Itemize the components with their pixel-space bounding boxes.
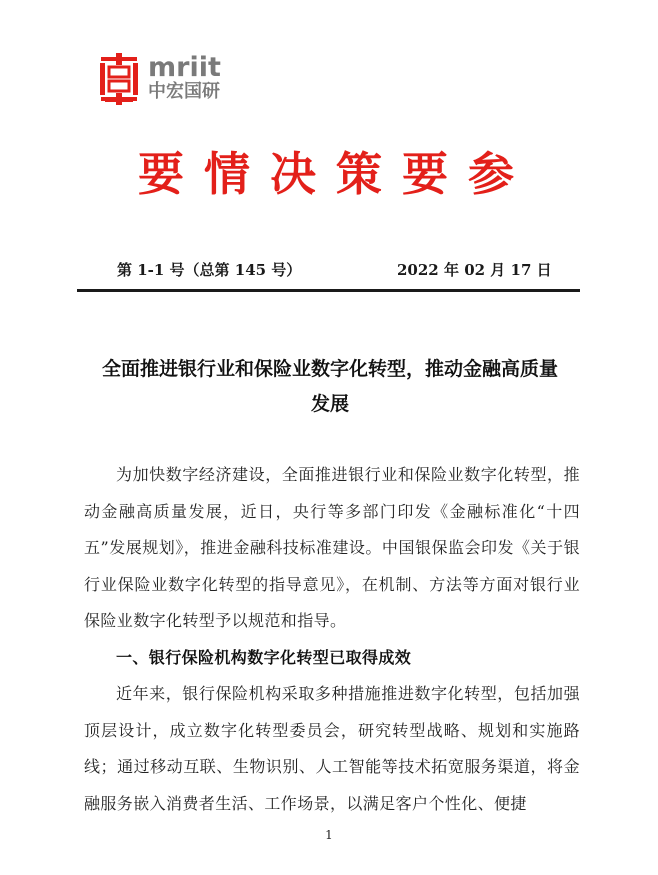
- article-title: [80, 352, 580, 422]
- issue-info: [117, 258, 580, 282]
- masthead-title: 要情决策要参: [138, 147, 534, 201]
- issue-number: 第 1-1 号（总第 145 号）: [117, 261, 302, 279]
- header-divider: [77, 289, 580, 292]
- article-title-line2: 发展: [310, 393, 349, 415]
- logo-brand-cn: 中宏国研: [148, 81, 220, 102]
- article-title-line1: 全面推进银行业和保险业数字化转型，推动金融高质量: [101, 358, 558, 380]
- brand-logo: [97, 53, 221, 105]
- section-heading-1: 一、银行保险机构数字化转型已取得成效: [116, 647, 412, 667]
- logo-text: [148, 52, 221, 103]
- mriit-logo-icon: [97, 53, 141, 105]
- article-body: [84, 457, 580, 822]
- page-number: 1: [325, 828, 333, 842]
- paragraph-intro: 为加快数字经济建设，全面推进银行业和保险业数字化转型，推动金融高质量发展，近日，央行等多部门印发《金融标准化“十四五”发展规划》，推进金融科技标准建设。中国银保监会印发《关于银行业保险业数字化转型的指导意见》，在机制、方法等方面对银行业保险业数字化转型予以规范和指导。: [84, 465, 580, 630]
- paragraph-section1: 近年来，银行保险机构采取多种措施推进数字化转型，包括加强顶层设计，成立数字化转型委员会，研究转型战略、规划和实施路线；通过移动互联、生物识别、人工智能等技术拓宽服务渠道，将金融服务嵌入消费者生活、工作场景，以满足客户个性化、便捷: [84, 684, 580, 813]
- issue-date: 2022 年 02 月 17 日: [397, 261, 552, 279]
- logo-brand-en: mriit: [148, 52, 221, 83]
